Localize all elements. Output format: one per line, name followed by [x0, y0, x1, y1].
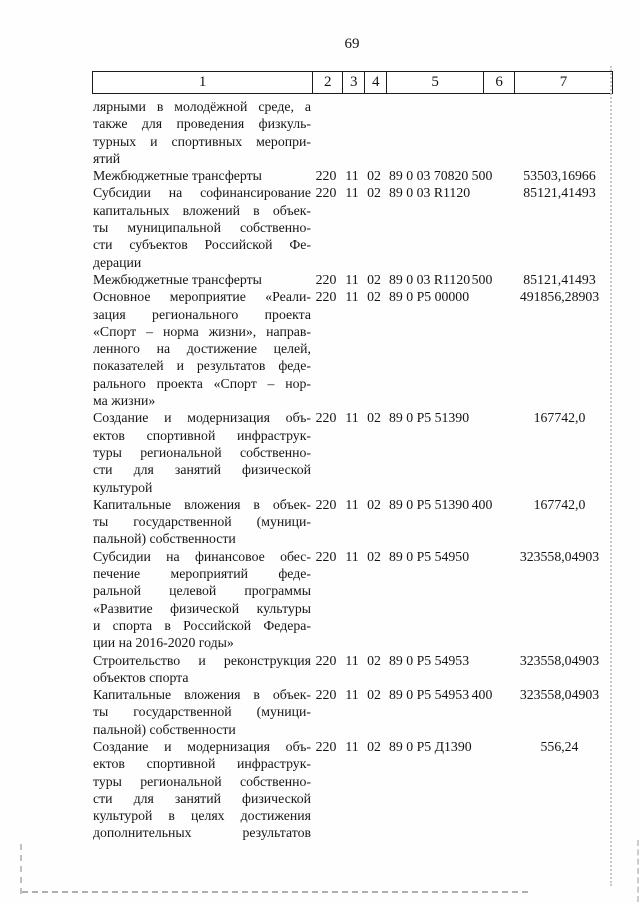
scan-artifact-right-edge-dashed-line — [637, 840, 639, 902]
col4-value: 02 — [367, 410, 381, 426]
table-row — [92, 496, 613, 548]
row-name-line: Создание и модернизация объ- — [93, 738, 311, 754]
header-col-2: 2 — [313, 71, 343, 94]
col5-code: 89 0 P5 Д1390 — [389, 738, 472, 754]
col5-code: 89 0 03 70820 — [389, 168, 469, 184]
col4-value: 02 — [367, 687, 381, 703]
budget-table — [92, 71, 613, 842]
col6-value: 400 — [471, 687, 493, 703]
table-row — [92, 548, 613, 652]
table-row — [92, 167, 613, 184]
col2-value: 220 — [315, 652, 337, 668]
row-name-line: Межбюджетные трансферты — [93, 168, 262, 184]
row-name-cell — [92, 652, 311, 687]
col3-value: 11 — [345, 652, 359, 668]
row-name-line: ятий — [93, 150, 121, 166]
col3-value: 11 — [345, 738, 359, 754]
col2-value: 220 — [315, 738, 337, 754]
row-name-line: ектов спортивной инфраструк- — [93, 756, 311, 772]
amount-value: 167742,0 — [533, 496, 586, 512]
row-name-line: туры региональной собственно- — [93, 773, 311, 789]
row-name-line: Капитальные вложения в объек- — [93, 496, 311, 512]
amount-value: 491856,28903 — [519, 289, 600, 305]
col4-value: 02 — [367, 168, 381, 184]
col6-value: 400 — [471, 496, 493, 512]
table-row — [92, 271, 613, 288]
row-name-line: ектов спортивной инфраструк- — [93, 427, 311, 443]
row-name-line: культурой — [93, 479, 153, 495]
row-name-line: Строительство и реконструкция — [93, 652, 311, 668]
header-col-4: 4 — [365, 71, 387, 94]
col4-value: 02 — [367, 289, 381, 305]
row-name-line: ма жизни» — [93, 393, 156, 409]
col3-value: 11 — [345, 410, 359, 426]
row-name-line: Основное мероприятие «Реали- — [93, 289, 311, 305]
col5-code: 89 0 03 R1120 — [389, 271, 471, 287]
col6-value: 500 — [471, 271, 493, 287]
col3-value: 11 — [345, 496, 359, 512]
row-name-line: сти для занятий физической — [93, 462, 311, 478]
row-name-line: Субсидии на софинансирование — [93, 185, 311, 201]
row-name-line: зация регионального проекта — [93, 306, 311, 322]
table-row — [92, 184, 613, 270]
col4-value: 02 — [367, 496, 381, 512]
col5-code: 89 0 P5 51390 — [389, 496, 470, 512]
row-name-line: ты государственной (муници- — [93, 704, 311, 720]
amount-value: 85121,41493 — [523, 185, 596, 201]
table-body — [92, 98, 613, 842]
row-name-line: ленного на достижение целей, — [93, 341, 311, 357]
table-row — [92, 98, 613, 167]
table-row — [92, 652, 613, 687]
col4-value: 02 — [367, 185, 381, 201]
row-name-line: дерации — [93, 254, 142, 270]
page-number: 69 — [344, 36, 360, 52]
header-col-7: 7 — [515, 71, 613, 94]
amount-value: 85121,41493 — [523, 271, 596, 287]
row-name-line: туры региональной собственно- — [93, 444, 311, 460]
col3-value: 11 — [345, 271, 359, 287]
row-name-cell — [92, 686, 311, 738]
row-name-cell — [92, 496, 311, 548]
table-row — [92, 409, 613, 495]
row-name-line: Межбюджетные трансферты — [93, 271, 262, 287]
col5-code: 89 0 P5 00000 — [389, 289, 470, 305]
col5-code: 89 0 P5 54950 — [389, 548, 470, 564]
col5-code: 89 0 P5 51390 — [389, 410, 470, 426]
header-col-5: 5 — [387, 71, 484, 94]
row-name-cell — [92, 167, 311, 184]
amount-value: 323558,04903 — [519, 548, 600, 564]
amount-value: 323558,04903 — [519, 687, 600, 703]
row-name-line: ты муниципальной собственно- — [93, 220, 311, 236]
row-name-cell — [92, 548, 311, 652]
row-name-line: также для проведения физкуль- — [93, 116, 311, 132]
amount-value: 323558,04903 — [519, 652, 600, 668]
col3-value: 11 — [345, 548, 359, 564]
header-col-6: 6 — [484, 71, 515, 94]
col2-value: 220 — [315, 548, 337, 564]
row-name-line: «Развитие физической культуры — [93, 600, 311, 616]
col4-value: 02 — [367, 271, 381, 287]
col5-code: 89 0 03 R1120 — [389, 185, 471, 201]
row-name-cell — [92, 738, 311, 842]
row-name-line: печение мероприятий феде- — [93, 566, 311, 582]
table-header-row — [92, 71, 613, 94]
row-name-line: сти для занятий физической — [93, 790, 311, 806]
row-name-line: сти субъектов Российской Фе- — [93, 237, 311, 253]
col2-value: 220 — [315, 271, 337, 287]
row-name-cell — [92, 271, 311, 288]
header-col-1: 1 — [93, 71, 313, 94]
col6-value: 500 — [471, 168, 493, 184]
col2-value: 220 — [315, 185, 337, 201]
row-name-line: «Спорт – норма жизни», направ- — [93, 323, 311, 339]
row-name-line: дополнительных результатов — [93, 825, 311, 841]
row-name-line: рального проекта «Спорт – нор- — [93, 375, 311, 391]
header-col-3: 3 — [343, 71, 365, 94]
col5-code: 89 0 P5 54953 — [389, 687, 470, 703]
scan-artifact-bottom-dashed-line — [22, 891, 528, 893]
table-row — [92, 738, 613, 842]
row-name-line: пальной) собственности — [93, 721, 236, 737]
row-name-line: ции на 2016-2020 годы» — [93, 635, 234, 651]
row-name-line: показателей и результатов феде- — [93, 358, 311, 374]
row-name-line: капитальных вложений в объек- — [93, 202, 311, 218]
col3-value: 11 — [345, 168, 359, 184]
row-name-cell — [92, 288, 311, 409]
row-name-line: Создание и модернизация объ- — [93, 410, 311, 426]
col4-value: 02 — [367, 738, 381, 754]
col2-value: 220 — [315, 168, 337, 184]
row-name-line: и спорта в Российской Федера- — [93, 617, 311, 633]
col2-value: 220 — [315, 687, 337, 703]
col4-value: 02 — [367, 548, 381, 564]
col4-value: 02 — [367, 652, 381, 668]
scan-artifact-left-dashed-line — [20, 844, 22, 894]
col2-value: 220 — [315, 289, 337, 305]
row-name-line: лярными в молодёжной среде, а — [93, 99, 311, 114]
row-name-cell — [92, 184, 311, 270]
row-name-line: ты государственной (муници- — [93, 514, 311, 530]
row-name-line: культурой в целях достижения — [93, 808, 311, 824]
table-row — [92, 288, 613, 409]
row-name-line: объектов спорта — [93, 669, 189, 685]
col2-value: 220 — [315, 496, 337, 512]
amount-value: 556,24 — [540, 738, 579, 754]
row-name-line: ральной целевой программы — [93, 583, 311, 599]
col5-code: 89 0 P5 54953 — [389, 652, 470, 668]
table-row — [92, 686, 613, 738]
row-name-line: пальной) собственности — [93, 531, 236, 547]
col2-value: 220 — [315, 410, 337, 426]
amount-value: 167742,0 — [533, 410, 586, 426]
col3-value: 11 — [345, 185, 359, 201]
row-name-line: турных и спортивных меропри- — [93, 133, 311, 149]
row-name-line: Капитальные вложения в объек- — [93, 687, 311, 703]
row-name-line: Субсидии на финансовое обес- — [93, 548, 311, 564]
row-name-cell — [92, 98, 311, 167]
col3-value: 11 — [345, 289, 359, 305]
amount-value: 53503,16966 — [523, 168, 596, 184]
row-name-cell — [92, 409, 311, 495]
col3-value: 11 — [345, 687, 359, 703]
